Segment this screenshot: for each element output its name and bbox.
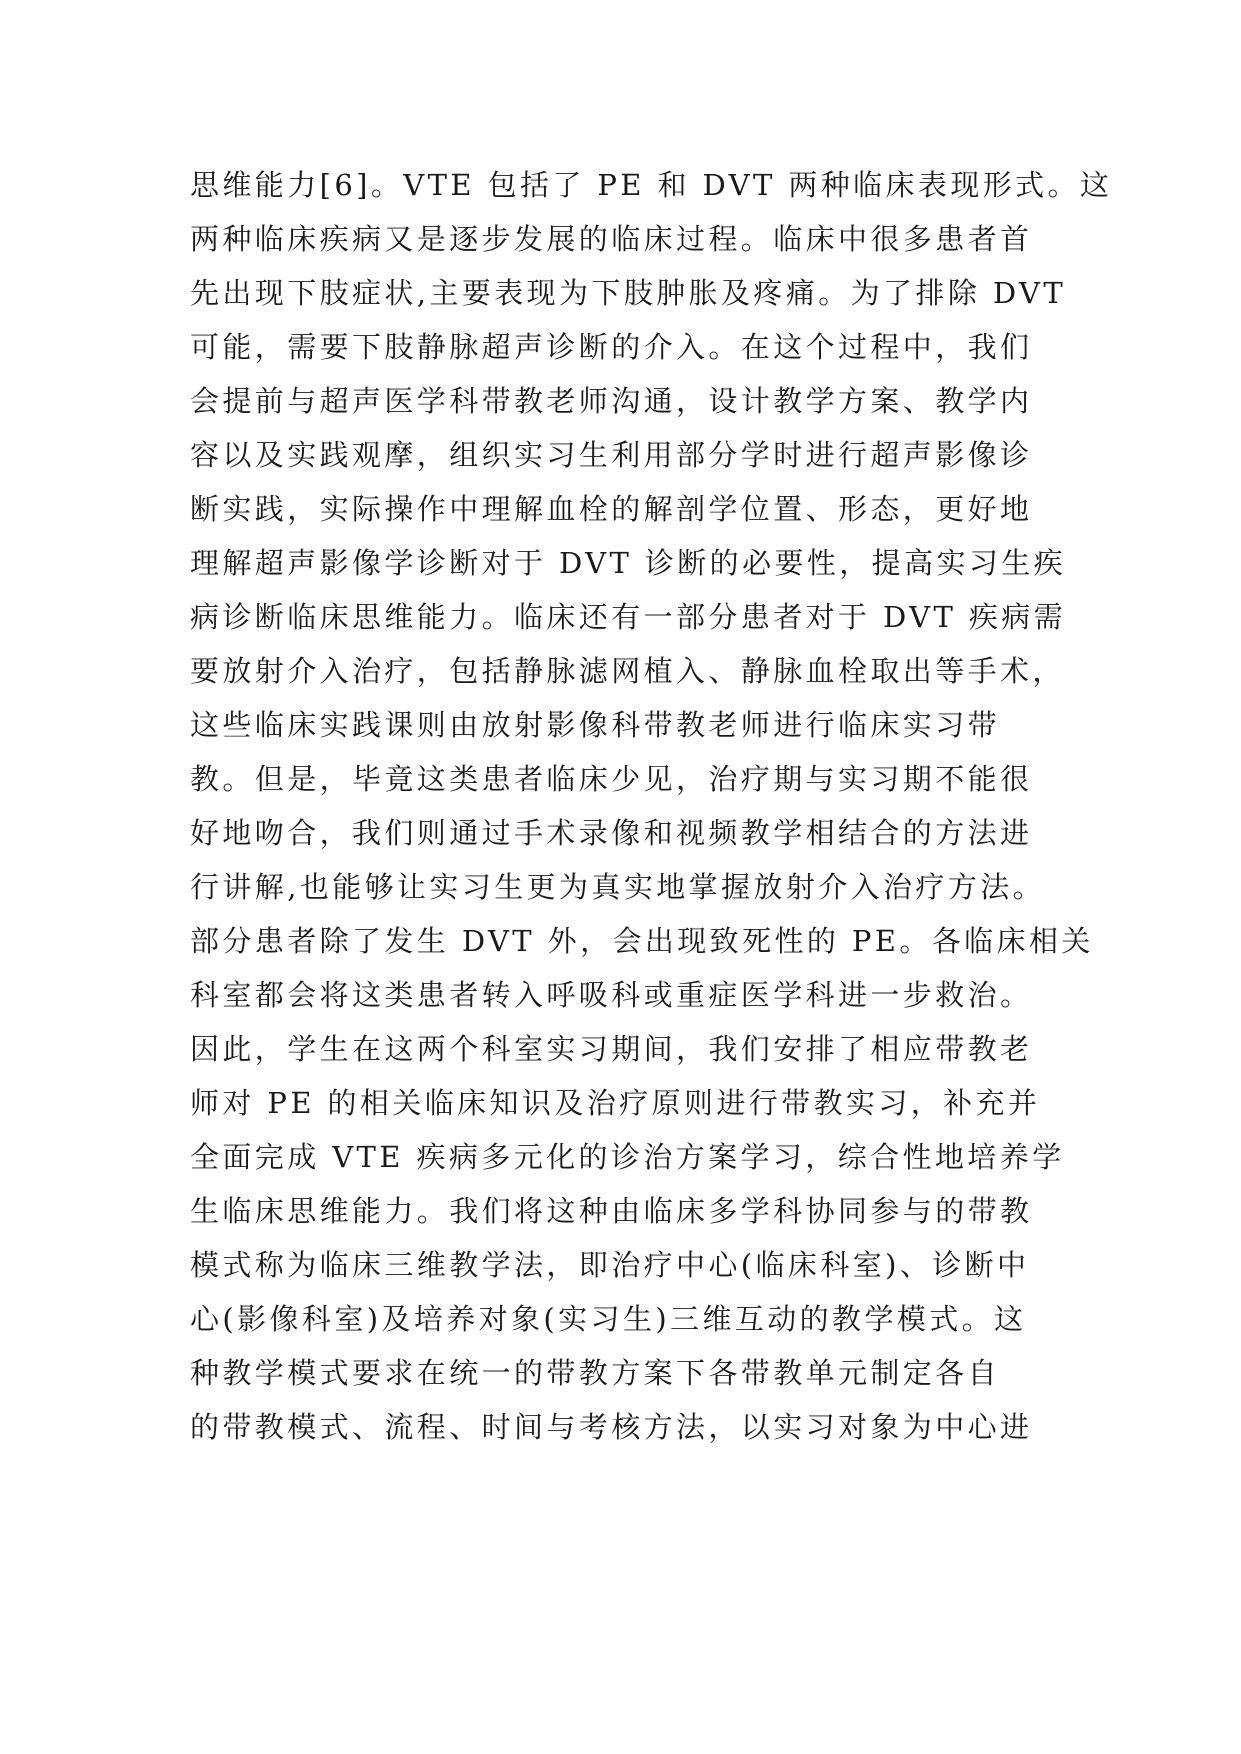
text-line: 种教学模式要求在统一的带教方案下各带教单元制定各自 [190,1356,1001,1390]
body-text [190,158,1113,1454]
text-line: 的带教模式、流程、时间与考核方法，以实习对象为中心进 [190,1410,1033,1444]
text-line: 模式称为临床三维教学法，即治疗中心(临床科室)、诊断中 [190,1248,1030,1282]
text-line: 理解超声影像学诊断对于 DVT 诊断的必要性，提高实习生疾 [190,546,1067,580]
text-line: 全面完成 VTE 疾病多元化的诊治方案学习，综合性地培养学 [190,1140,1065,1174]
text-line: 生临床思维能力。我们将这种由临床多学科协同参与的带教 [190,1194,1033,1228]
text-line: 思维能力[6]。VTE 包括了 PE 和 DVT 两种临床表现形式。这 [190,168,1113,202]
text-line: 行讲解,也能够让实习生更为真实地掌握放射介入治疗方法。 [190,870,1046,904]
text-line: 好地吻合，我们则通过手术录像和视频教学相结合的方法进 [190,816,1033,850]
text-line: 先出现下肢症状,主要表现为下肢肿胀及疼痛。为了排除 DVT [190,276,1067,310]
text-line: 要放射介入治疗，包括静脉滤网植入、静脉血栓取出等手术， [190,654,1065,688]
text-line: 科室都会将这类患者转入呼吸科或重症医学科进一步救治。 [190,978,1033,1012]
text-line: 部分患者除了发生 DVT 外，会出现致死性的 PE。各临床相关 [190,924,1094,958]
text-line: 两种临床疾病又是逐步发展的临床过程。临床中很多患者首 [190,222,1033,256]
text-line: 可能，需要下肢静脉超声诊断的介入。在这个过程中，我们 [190,330,1033,364]
text-line: 断实践，实际操作中理解血栓的解剖学位置、形态，更好地 [190,492,1033,526]
text-line: 因此，学生在这两个科室实习期间，我们安排了相应带教老 [190,1032,1033,1066]
text-line: 这些临床实践课则由放射影像科带教老师进行临床实习带 [190,708,1001,742]
text-line: 师对 PE 的相关临床知识及治疗原则进行带教实习，补充并 [190,1086,1041,1120]
text-line: 心(影像科室)及培养对象(实习生)三维互动的教学模式。这 [190,1302,1027,1336]
text-line: 教。但是，毕竟这类患者临床少见，治疗期与实习期不能很 [190,762,1033,796]
text-line: 会提前与超声医学科带教老师沟通，设计教学方案、教学内 [190,384,1033,418]
text-line: 容以及实践观摩，组织实习生利用部分学时进行超声影像诊 [190,438,1033,472]
text-line: 病诊断临床思维能力。临床还有一部分患者对于 DVT 疾病需 [190,600,1067,634]
